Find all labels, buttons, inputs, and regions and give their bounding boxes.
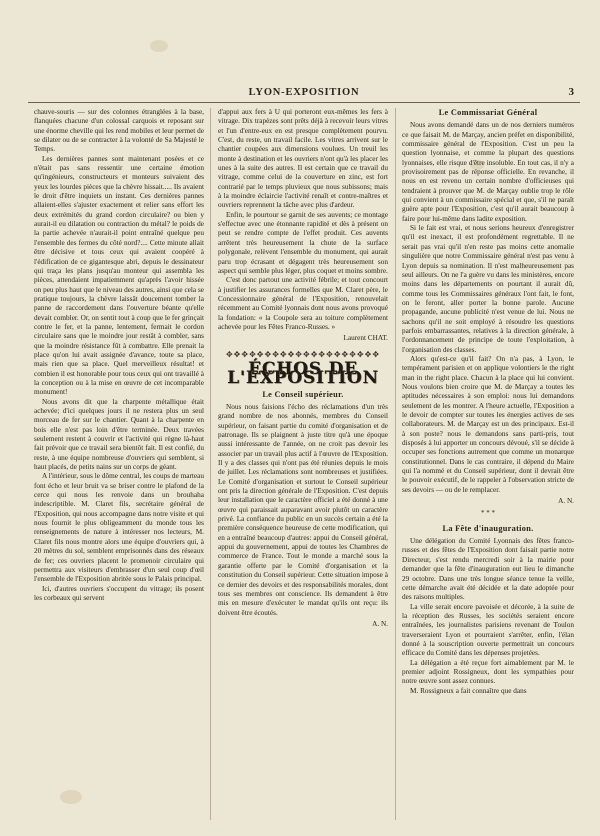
author-signature: Laurent CHAT. xyxy=(343,334,388,343)
paragraph: Nous nous faisions l'écho des réclamations d'un très grand nombre de nos abonnés, membres du Conseil supérieur, on faisant partie du comité d'organisation et de patronage. Ils se plaignent à juste titre qu'à une époque aussi intéressante de l'année, on ne croit pas devoir les associer par un travail plus actif à l'œuvre de l'Exposition. Il y a des classes qui n'ont pas été réunies depuis le mois de juillet. Les réclamations sont nombreuses et justifiées. Le Comité d'organisation et surtout le Conseil supérieur ont pris la direction générale de l'Exposition. C'est depuis leur installation que le caractère officiel a été donné à une œuvre qui paraissait auparavant avoir plutôt un caractère privé. La confiance du public en un succès certain a été la première conséquence heureuse de cette modification, qui en a entraîné beaucoup d'autres: appui du Conseil général, appui du gouvernement, appui de toutes les Chambres de commerce de France. Tout le monde a marché sous la garantie offerte par le Comité d'organisation et la constitution du Conseil supérieur. Cette situation impose à ce dernier des devoirs et des responsabilités morales, dont tous ses membres ont conscience. Ils demandent à être mis en mesure d'exécuter le mandat qu'ils ont reçu: ils doivent être écoutés. xyxy=(218,402,388,617)
paragraph: Nous avons demandé dans un de nos derniers numéros ce que faisait M. de Marçay, ancien préfet en disponibilité, commissaire général de l'Exposition. C'est un peu la question lyonnaise, et comme la plupart des questions lyonnaises, elle risque d'être insoluble. En tout cas, il n'y a provisoirement pas de réponse officielle. En revanche, il nous en est revenu un certain nombre d'officieuses qui tendraient à prouver que M. de Marçay oublie trop le rôle qui convient à un commissaire spécial et que, s'il ne paraît guère apte pour l'Exposition, c'est qu'il aurait beaucoup à faire pour lui-même dans ladite exposition. xyxy=(402,121,574,223)
separator-stars: * * * xyxy=(481,509,495,518)
column-3 xyxy=(402,108,574,830)
paragraph: chauve-souris — sur des colonnes étranglées à la base, flanquées chacune d'un colossal carquois et reposant sur une énorme cheville qui les rend mobiles et leur permet de se dilater ou de se contracter à la volonté de Sa Majesté le Temps. xyxy=(34,108,204,154)
ornament-rule: ✥✥✥✥✥✥✥✥✥✥✥✥✥✥✥✥✥✥✥✥ xyxy=(225,349,381,359)
section-banner: ÉCHOS DE L'EXPOSITION xyxy=(227,358,379,389)
paragraph: d'appui aux fers à U qui porteront eux-mêmes les fers à vitrage. Dix trapèzes sont prêts déjà à recevoir leurs vitres et l'un d'entre-eux en est presque complètement pourvu. C'est, du reste, un travail facile. Les vitres arrivent sur le chantier coupées aux dimensions voulues. Un treuil les monte à destination et les ouvriers n'ont qu'à les placer les unes à la suite des autres. Il est certain que ce travail du vitrage, comme celui de la couverture en zinc, est fort contrarié par le temps pluvieux que nous subissons; mais à la moindre éclaircie l'activité renaît et contre-maîtres et ouvriers reprennent la tâche avec plus d'ardeur. xyxy=(218,108,388,210)
column-2 xyxy=(218,108,388,830)
paragraph: La ville serait encore pavoisée et décorée, à la suite de la réception des Russes, les sociétés seraient encore entraînées, les journalistes parisiens revenant de Toulon traverseraient Lyon et pourraient s'arrêter, enfin, l'élan donné à la souscription ouverte permettrait un concours efficace du Comité dans les dépenses projetées. xyxy=(402,602,574,658)
article-title: Le Conseil supérieur. xyxy=(262,389,344,399)
author-signature: A. N. xyxy=(558,497,574,506)
paragraph: A l'intérieur, sous le dôme central, les coups de marteau font écho et leur bruit va se briser contre le plafond de la cerce qui nous les renvoie dans un brouhaha indescriptible. M. Claret fils, secrétaire général de l'Exposition, qui nous accompagne dans notre visite et qui nous fournit le plus obligeamment du monde tous les renseignements de nature à intéresser nos lecteurs, M. Claret fils nous montre alors une équipe d'ouvriers qui, à 20 mètres du sol, semblent emprisonnés dans des réseaux de fer; ces ouvriers placent le promenoir circulaire qui permettra aux visiteurs d'embrasser d'un seul coup d'œil l'ensemble de l'Exposition abritée sous le Palais principal. xyxy=(34,472,204,584)
paragraph: Une délégation du Comité Lyonnais des fêtes franco-russes et des fêtes de l'Exposition dont faisait partie notre Directeur, s'est rendu mercredi soir à la mairie pour demander que la fête d'inauguration eut lieu le dimanche 29 octobre. Dans une très longue séance tenue la veille, cette démarche avait été décidée et la date adoptée pour des raisons multiples. xyxy=(402,537,574,602)
page-number: 3 xyxy=(568,86,574,98)
column-1 xyxy=(34,108,204,830)
paragraph: M. Rossigneux a fait connaître que dans xyxy=(410,686,527,695)
paragraph: C'est donc partout une activité fébrile; et tout concourt à justifier les assurances formelles que M. Claret père, le Concessionnaire général de l'Exposition, renouvelait récemment au Comité lyonnais dont nous avons provoqué la fondation: « la Coupole sera au toiture complètement achevée pour les Fêtes Franco-Russes. » xyxy=(218,276,388,331)
article-title: Le Commissariat Général xyxy=(438,108,538,117)
paragraph: Enfin, le pourtour se garnit de ses auvents; ce montage s'effectue avec une étonnante rapidité et dès à présent on peut se rendre compte de l'effet produit. Ces auvents arrêtent très heureusement la chute de la surface polygonale, relèvent l'ensemble du monument, qui aurait paru trop écrasant et dégagent très heureusement son aspect qui semble plus léger, plus coquet et moins sombre. xyxy=(218,210,388,275)
column-divider xyxy=(395,108,396,820)
paragraph: Les dernières pannes sont maintenant posées et ce n'était pas sans ressentir une certaine émotion qu'ingénieurs, constructeurs et monteurs suivaient des yeux les lourdes pièces que la chèvre hissait..... Ils avaient le droit d'être inquiets un instant. Ces dernières pannes allaient-elles s'ajuster exactement et relier sans effort les deux extrémités du grand cordon circulaire? ou bien y aurait-il eu dilatation ou contraction du métal? le poids de la partie achevée n'aurait-il point entraîné quelque peu l'ensemble des fermes du côté nord?.... Cette minute allait être décisive et tous ceux qui avaient coopéré à l'édification de ce gigantesque abri, depuis le dessinateur qui traça les plans jusqu'au monteur qui assembla les pièces, attendaient impatiemment qu'après l'avoir hissée on peu plus haut que le niveau des autres, ainsi que cela se pratique toujours, la chèvre laissât doucement tomber la panne de raccordement dans l'ouverture béante qu'elle devait combler. Or, on sentit tout à coup que le fer grinçait contre le fer, et la panne, lentement, fermait le cordon circulaire sans que le moindre jour restât à combler, sans que la moindre résistance fût à combattre. Elle prenait la place qu'on lui avait assignée d'avance, toute sa place, mais rien que sa place. Quel merveilleux résultat! et combien il est honorable pour tous ceux qui ont travaillé à la conception ou à la mise en œuvre de cet incomparable monument! xyxy=(34,154,204,397)
article-title: La Fête d'inauguration. xyxy=(442,523,534,533)
paragraph: Si le fait est vrai, et nous serions heureux d'enregistrer qu'il est inexact, il est profondément regrettable. Il ne serait pas vrai qu'il n'en reste pas moins cette anomalie singulière que notre Commissaire général n'est pas venu à Lyon depuis sa nomination. Il n'est malheureusement pas seul ailleurs. On ne l'a guère vu dans les ministères, encore moins dans les départements on pourtant il aurait dû, comme tous les Commissaires généraux l'ont fait, le font, on le feront, aller porter la bonne parole. Aucune propagande, aucune publicité n'est venue de lui. Nous ne sachons qu'il ne soit employé à résoudre les questions parfois embarrassantes, relatives à la direction générale, à l'ordonnancement de principe de toute l'exploitation, à l'organisation des classes. xyxy=(402,224,574,354)
paragraph: Alors qu'est-ce qu'il fait? On n'a pas, à Lyon, le tempérament parisien et on applique volontiers le the right man in the right place. Chacun à la place qui lui convient. Nous voulons bien croire que M. de Marçay a toutes les aptitudes nécessaires à son emploi: nous lui demandons seulement de les montrer. A l'heure actuelle, l'Exposition a le devoir de compter sur toutes les énergies actives de ses collaborateurs. M. de Marçay est un des principaux. Est-il à son poste? nous le demandons sans parti-pris, tout disposés à lui apporter un concours dévoué, s'il se décide à occuper ses fonctions autrement que comme un monarque constitutionnel. Dans le cas contraire, il dépend du Maire qui l'a nommé et du Conseil supérieur, dont il devrait être le pouvoir exécutif, de le rappeler à l'observation stricte de ses devoirs — ou de le remplacer. xyxy=(402,354,574,494)
paragraph: Nous avons dit que la charpente métallique était achevée; d'ici quelques jours il ne restera plus un seul morceau de fer sur le chantier. Quant à la charpente en bois elle n'est pas loin d'être terminée. Deux travées seulement restent à couvrir et l'activité qui règne là-haut fait prévoir que ce travail sera bientôt fait. Il est confié, du reste, à une équipe nombreuse d'ouvriers qui semblent, si haut placés, de petits nains sur un corps de géant. xyxy=(34,397,204,472)
column-divider xyxy=(210,108,211,820)
paper-stain xyxy=(150,40,168,52)
journal-title: LYON-EXPOSITION xyxy=(248,87,360,98)
paragraph: La délégation a été reçue fort aimablement par M. le premier adjoint Rossigneux, dont les sympathies pour notre œuvre sont assez connues. xyxy=(402,658,574,686)
author-signature: A. N. xyxy=(372,619,388,628)
paragraph: Ici, d'autres ouvriers s'occupent du vitrage; ils posent les corbeaux qui servent xyxy=(34,584,204,602)
page-header xyxy=(28,88,580,103)
